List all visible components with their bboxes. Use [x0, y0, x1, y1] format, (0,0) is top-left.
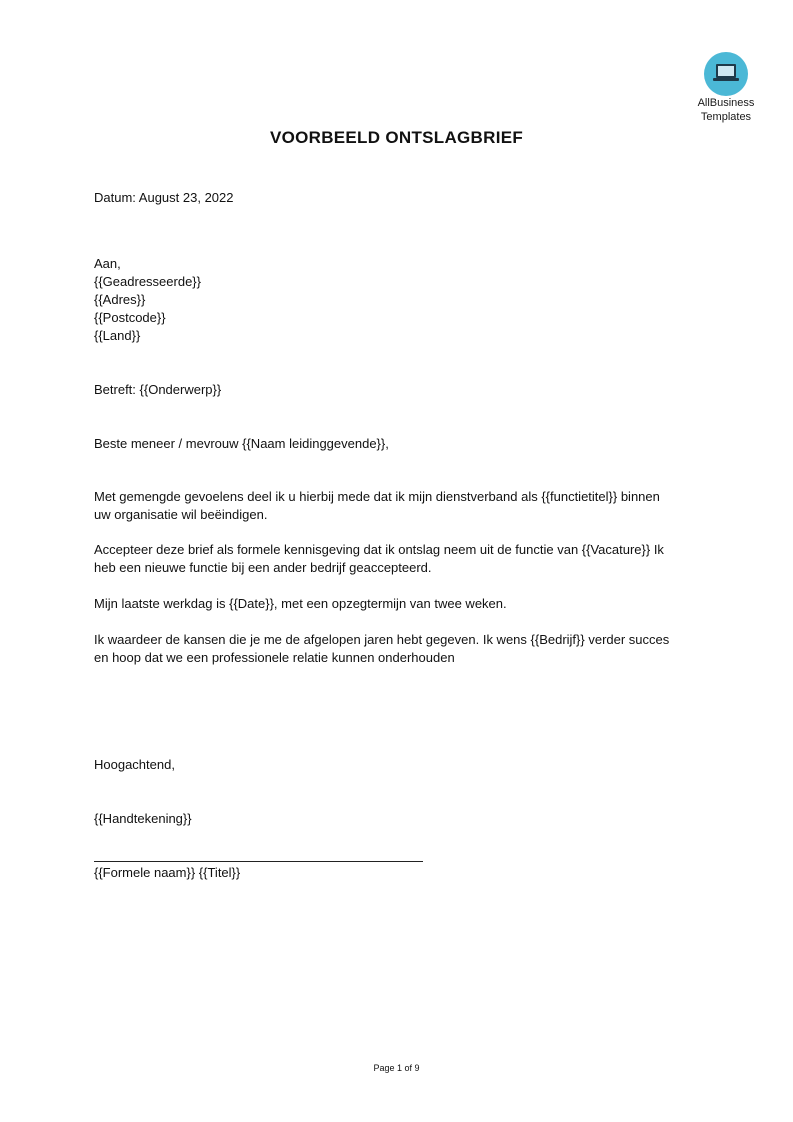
address-to: Aan, [94, 256, 121, 271]
address-recipient: {{Geadresseerde}} [94, 274, 201, 289]
address-street: {{Adres}} [94, 292, 146, 307]
date-line: Datum: August 23, 2022 [94, 190, 234, 205]
logo-text-line2: Templates [700, 111, 752, 123]
brand-logo [690, 52, 762, 124]
paragraph-1-line-1: Met gemengde gevoelens deel ik u hierbij mede dat ik mijn dienstverband als {{functietitel}} binnen [94, 489, 660, 504]
subject-line: Betreft: {{Onderwerp}} [94, 382, 222, 397]
name-title: {{Formele naam}} {{Titel}} [94, 865, 241, 880]
paragraph-2-line-2: heb een nieuwe functie bij een ander bedrijf geaccepteerd. [94, 560, 432, 575]
logo-text-line1: AllBusiness [697, 97, 755, 109]
salutation: Beste meneer / mevrouw {{Naam leidinggevende}}, [94, 436, 389, 451]
address-country: {{Land}} [94, 328, 141, 343]
laptop-icon [704, 52, 748, 96]
address-postcode: {{Postcode}} [94, 310, 166, 325]
paragraph-2-line-1: Accepteer deze brief als formele kennisgeving dat ik ontslag neem uit de functie van {{Vacature}} Ik [94, 542, 664, 557]
paragraph-4-line-1: Ik waardeer de kansen die je me de afgelopen jaren hebt gegeven. Ik wens {{Bedrijf}} verder succes [94, 632, 670, 647]
paragraph-1-line-2: uw organisatie wil beëindigen. [94, 507, 268, 522]
closing: Hoogachtend, [94, 757, 175, 772]
page-number: Page 1 of 9 [373, 1063, 420, 1073]
paragraph-3-line-1: Mijn laatste werkdag is {{Date}}, met een opzegtermijn van twee weken. [94, 596, 507, 611]
paragraph-4-line-2: en hoop dat we een professionele relatie kunnen onderhouden [94, 650, 455, 665]
document-title: VOORBEELD ONTSLAGBRIEF [269, 128, 524, 147]
signature-placeholder: {{Handtekening}} [94, 811, 192, 826]
signature-line [94, 861, 423, 862]
